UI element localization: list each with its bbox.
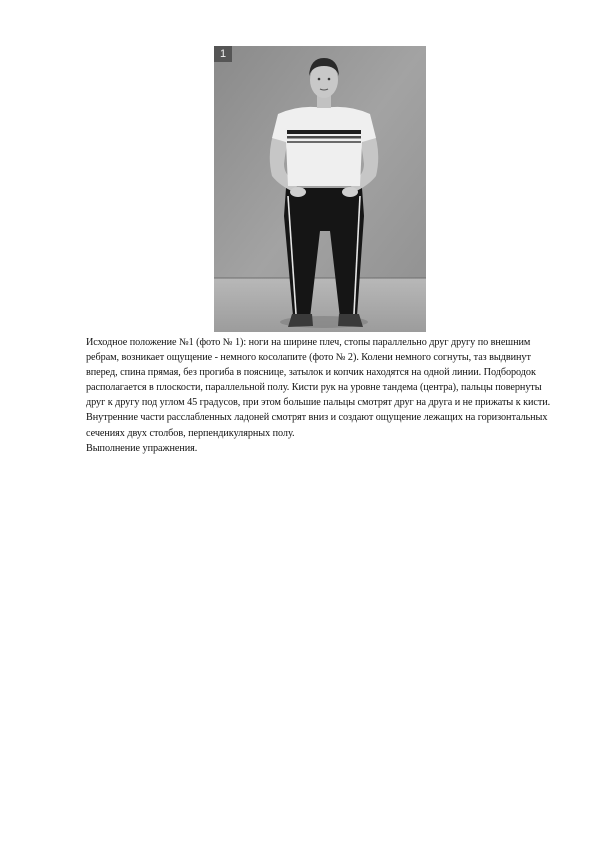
photo-number-badge: 1 [214, 46, 232, 62]
paragraph-execution: Выполнение упражнения. [86, 442, 198, 454]
paragraph-palms: Внутренние части расслабленных ладоней смотрят вниз и создают ощущение лежащих на горизонтальных сечениях двух столбов, перпендикулярных полу. [86, 412, 548, 439]
description-text [86, 335, 552, 456]
paragraph-initial-position: Исходное положение №1 (фото № 1): ноги на ширине плеч, стопы параллельно друг другу по внешним ребрам, возникает ощущение - немного косолапите (фото № 2). Колени немного согнуты, таз выдвинут вперед, спина прямая, без прогиба в пояснице, затылок и копчик находятся на одной линии. Подбородок располагается в плоскости, параллельной полу. Кисти рук на уровне тандема (центра), пальцы повернуты друг к другу под углом 45 градусов, при этом большие пальцы смотрят друг на друга и не прижаты к кисти. [86, 337, 551, 409]
woman-standing-illustration [214, 46, 426, 332]
exercise-photo [214, 46, 426, 332]
